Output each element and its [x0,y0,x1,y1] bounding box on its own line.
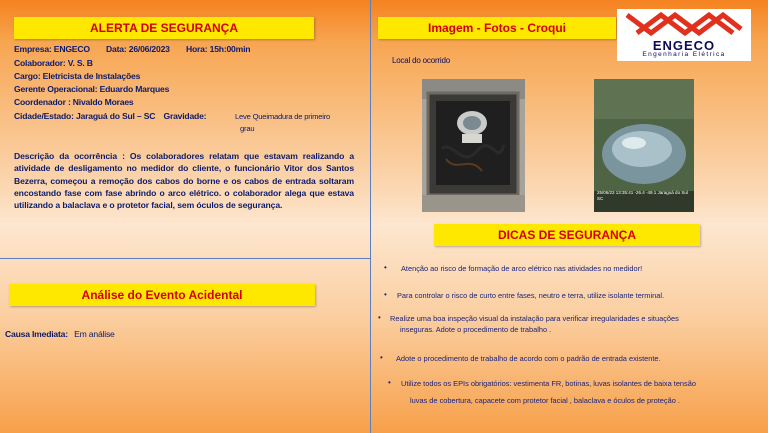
tip-item: inseguras. Adote o procedimento de trabalho . [400,325,552,334]
tips-title-banner [434,224,700,246]
occurrence-description: Descrição da ocorrência : Os colaboradores relatam que estavam realizando a atividade de desligamento no medidor do cliente, o funcionário Vitor dos Santos Bezerra, começou a remoção dos cabos do borne e os cabos de entrada soltaram encostando fase com fase abrindo o arco elétrico. o colaborador alega que estava utilizando a balaclava e o protetor facial, sem óculos de segurança. [14,151,354,211]
face-shield-photo [594,79,694,212]
tip-item: Realize uma boa inspeção visual da instalação para verificar irregularidades e situações [390,314,679,323]
engeco-logo [617,9,751,61]
causa-line: Causa Imediata: Em análise [5,329,115,339]
tip-item: Utilize todos os EPIs obrigatórios: vestimenta FR, botinas, luvas isolantes de baixa tensão [401,379,696,388]
meter-box-photo [422,79,525,212]
logo-subtitle: Engenharia Elétrica [642,51,726,58]
meter-box-image [422,79,525,212]
tips-title: DICAS DE SEGURANÇA [497,228,636,242]
images-title-banner [378,17,616,39]
analysis-title: Análise do Evento Acidental [81,288,243,302]
alert-title: ALERTA DE SEGURANÇA [89,21,238,35]
empresa-line: Empresa: ENGECO Data: 26/06/2023 Hora: 15h:00min [14,44,251,54]
tip-item: Adote o procedimento de trabalho de acordo com o padrão de entrada existente. [396,354,661,363]
alert-title-banner [14,17,314,39]
vertical-divider [370,0,371,433]
analysis-title-banner [9,284,315,306]
gerente-line: Gerente Operacional: Eduardo Marques [14,84,170,94]
images-title: Imagem - Fotos - Croqui [428,21,566,35]
bullet-dot: • [388,378,391,387]
colaborador-line: Colaborador: V. S. B [14,58,93,68]
bullet-dot: • [378,313,381,322]
coordenador-line: Coordenador : Nivaldo Moraes [14,97,134,107]
tip-item: luvas de cobertura, capacete com protetor facial , balaclava e óculos de proteção . [410,396,680,405]
horizontal-divider [0,258,370,259]
logo-name: ENGECO [652,38,716,53]
bullet-dot: • [380,353,383,362]
tip-item: Para controlar o risco de curto entre fases, neutro e terra, utilize isolante terminal. [397,291,665,300]
bullet-dot: • [384,290,387,299]
cargo-line: Cargo: Eletricista de Instalações [14,71,141,81]
bullet-dot: • [384,263,387,272]
tip-item: Atenção ao risco de formação de arco elétrico nas atividades no medidor! [401,264,643,273]
gravidade-value-1: Leve Queimadura de primeiro [235,112,331,121]
gravidade-value-2: grau [240,124,255,133]
photo-caption: 25/06/23 13:35:41 -26.4 -49.1 Jaraguá do Sul SC [597,190,688,201]
cidade-line: Cidade/Estado: Jaraguá do Sul – SC Gravidade: [14,111,207,121]
local-label: Local do ocorrido [392,56,450,65]
